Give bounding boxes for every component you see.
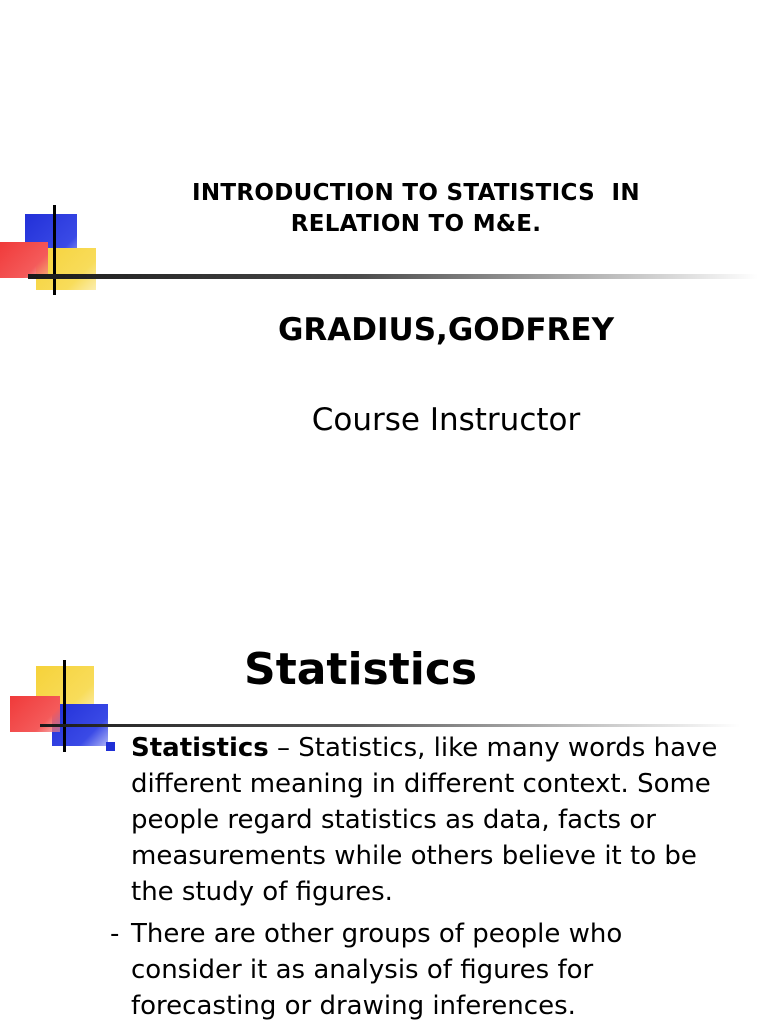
title-slide	[0, 0, 768, 512]
list-item	[100, 916, 740, 1024]
bullet-term: Statistics	[131, 733, 269, 763]
list-item	[100, 730, 740, 910]
bullet-text: There are other groups of people who consider it as analysis of figures for forecasting or drawing inferences.	[131, 919, 623, 1021]
content-slide	[0, 512, 768, 1024]
bullet-text: – Statistics, like many words have different meaning in different context. Some people regard statistics as data, facts or measurements while others believe it to be the study of figures.	[131, 733, 718, 907]
bullet-list	[100, 730, 740, 1030]
red-square	[0, 242, 48, 278]
slide-title: Statistics	[244, 644, 478, 695]
title-divider	[28, 274, 758, 279]
slide-title-line-2: RELATION TO M&E.	[290, 211, 542, 237]
vertical-line	[53, 205, 56, 295]
slide-title	[150, 178, 682, 240]
slide-title-line-1: INTRODUCTION TO STATISTICS IN	[192, 180, 640, 206]
author-name: GRADIUS,GODFREY	[277, 312, 615, 348]
bullet-square-icon	[106, 742, 115, 751]
vertical-line	[63, 660, 66, 752]
title-divider	[40, 724, 740, 727]
bullet-dash-icon: -	[110, 919, 120, 949]
author-role: Course Instructor	[311, 402, 581, 438]
decorative-squares	[0, 200, 100, 300]
